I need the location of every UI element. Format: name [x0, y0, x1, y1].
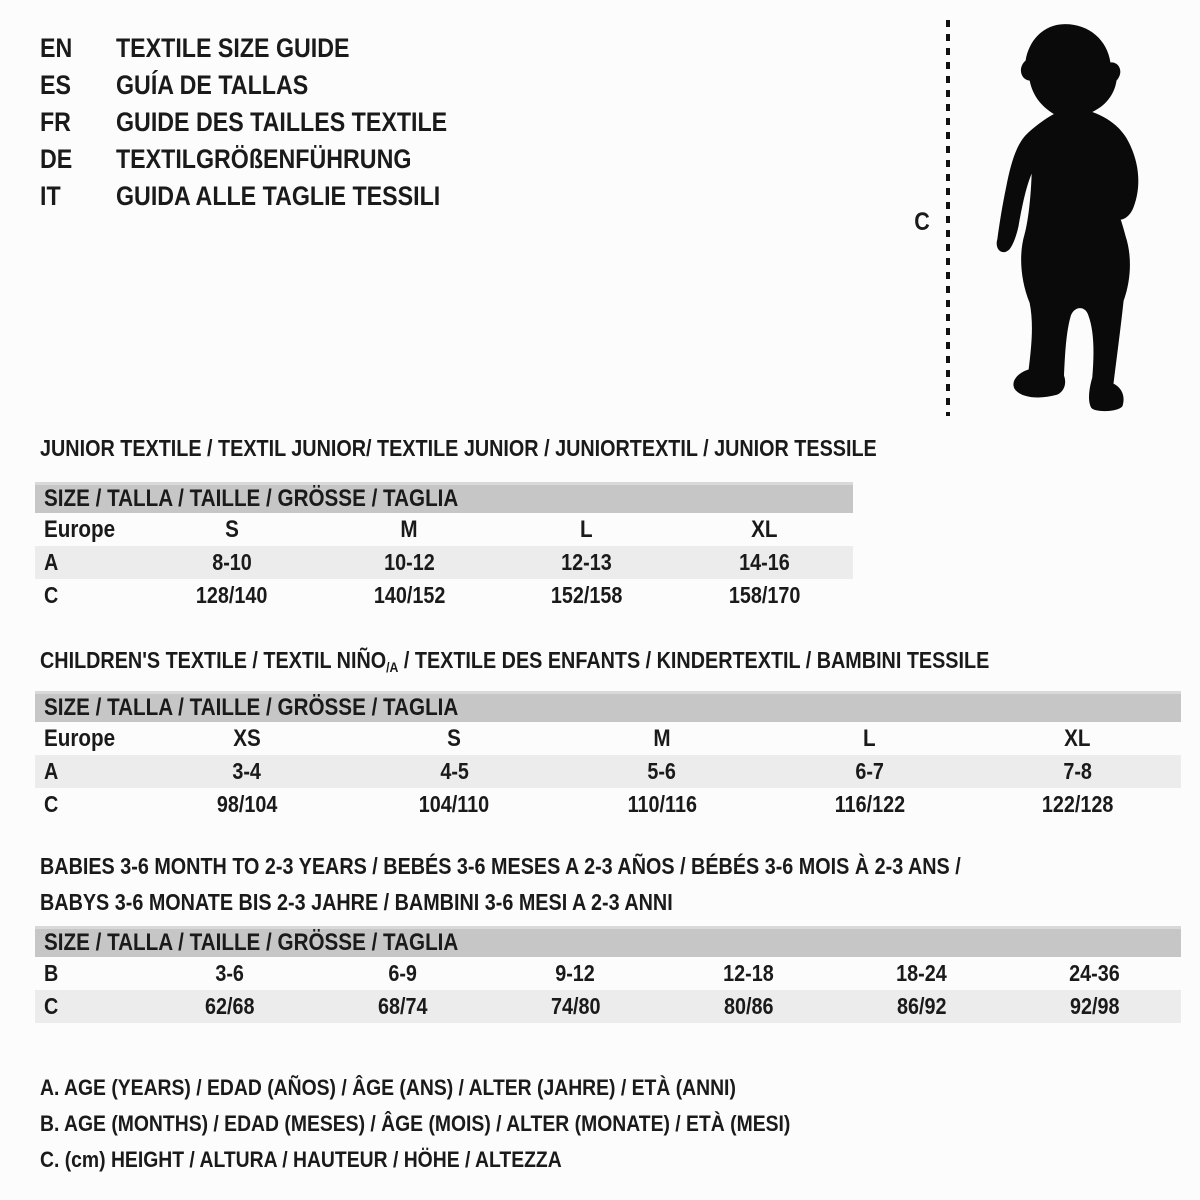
row-label: B — [44, 960, 59, 986]
language-code: FR — [40, 107, 71, 137]
table-cell: 5-6 — [647, 758, 677, 784]
footnote-b: B. AGE (MONTHS) / EDAD (MESES) / ÂGE (MOIS) / ALTER (MONATE) / ETÀ (MESI) — [40, 1111, 791, 1136]
language-code: IT — [40, 181, 61, 211]
table-row-c — [35, 990, 1181, 1023]
table-row-europe — [35, 513, 853, 546]
language-row-es — [40, 67, 501, 104]
table-cell: XL — [751, 515, 778, 543]
language-list — [40, 30, 501, 215]
table-cell: 152/158 — [550, 582, 623, 608]
table-cell: S — [224, 515, 239, 543]
table-cell: M — [400, 515, 418, 543]
table-cell: 62/68 — [204, 993, 255, 1019]
size-table-babies — [35, 926, 1181, 1023]
section-title-babies-line1: BABIES 3-6 MONTH TO 2-3 YEARS / BEBÉS 3-6 MESES A 2-3 AÑOS / BÉBÉS 3-6 MOIS À 2-3 ANS / — [40, 853, 961, 879]
table-row-b — [35, 957, 1181, 990]
table-cell: 3-4 — [232, 758, 262, 784]
measure-label-c: C — [914, 208, 930, 236]
table-cell: 6-9 — [388, 960, 417, 986]
table-cell: 80/86 — [723, 993, 774, 1019]
table-cell: L — [580, 515, 594, 543]
table-cell: 9-12 — [555, 960, 596, 986]
table-cell: 7-8 — [1062, 758, 1092, 784]
table-cell: 92/98 — [1069, 993, 1120, 1019]
table-cell: 4-5 — [440, 758, 469, 784]
table-row-c — [35, 579, 853, 612]
table-cell: 24-36 — [1069, 960, 1120, 986]
section-title-junior: JUNIOR TEXTILE / TEXTIL JUNIOR/ TEXTILE JUNIOR / JUNIORTEXTIL / JUNIOR TESSILE — [40, 435, 877, 461]
table-cell: 14-16 — [738, 549, 790, 575]
table-cell: 18-24 — [896, 960, 947, 986]
language-label: GUIDA ALLE TAGLIE TESSILI — [116, 181, 441, 211]
table-cell: 10-12 — [383, 549, 435, 575]
table-cell: M — [653, 724, 671, 752]
language-row-en — [40, 30, 501, 67]
table-cell: 110/116 — [627, 791, 697, 817]
row-label: Europe — [44, 724, 116, 752]
table-cell: 6-7 — [855, 758, 884, 784]
language-label: TEXTILE SIZE GUIDE — [116, 33, 350, 63]
section-title-babies-line2: BABYS 3-6 MONATE BIS 2-3 JAHRE / BAMBINI 3-6 MESI A 2-3 ANNI — [40, 889, 673, 915]
table-cell: 74/80 — [550, 993, 601, 1019]
language-code: ES — [40, 70, 71, 100]
size-table-children — [35, 691, 1181, 821]
footnote-c: C. (cm) HEIGHT / ALTURA / HAUTEUR / HÖHE / ALTEZZA — [40, 1147, 562, 1172]
language-code: EN — [40, 33, 73, 63]
table-cell: 140/152 — [373, 582, 445, 608]
nino-a-suffix: /A — [386, 659, 399, 676]
table-cell: L — [863, 724, 876, 752]
table-cell: 68/74 — [377, 993, 428, 1019]
language-code: DE — [40, 144, 73, 174]
row-label: A — [44, 549, 59, 575]
table-cell: 158/170 — [728, 582, 800, 608]
row-label: C — [44, 993, 59, 1019]
table-header: SIZE / TALLA / TAILLE / GRÖSSE / TAGLIA — [35, 482, 853, 513]
footnotes — [40, 1070, 912, 1178]
table-cell: XS — [233, 724, 261, 752]
table-header: SIZE / TALLA / TAILLE / GRÖSSE / TAGLIA — [35, 691, 1181, 722]
table-cell: 86/92 — [896, 993, 947, 1019]
language-label: GUÍA DE TALLAS — [116, 70, 309, 100]
table-cell: XL — [1064, 724, 1091, 752]
table-cell: 116/122 — [834, 791, 905, 817]
table-row-c — [35, 788, 1181, 821]
language-label: GUIDE DES TAILLES TEXTILE — [116, 107, 448, 137]
table-cell: 128/140 — [195, 582, 268, 608]
row-label: C — [44, 582, 59, 608]
height-measure-line — [944, 18, 952, 418]
table-row-europe — [35, 722, 1181, 755]
table-cell: 104/110 — [419, 791, 490, 817]
table-cell: 12-18 — [723, 960, 774, 986]
table-cell: 3-6 — [215, 960, 244, 986]
table-header: SIZE / TALLA / TAILLE / GRÖSSE / TAGLIA — [35, 926, 1181, 957]
row-label: Europe — [44, 515, 116, 543]
language-row-fr — [40, 104, 501, 141]
footnote-a: A. AGE (YEARS) / EDAD (AÑOS) / ÂGE (ANS) / ALTER (JAHRE) / ETÀ (ANNI) — [40, 1075, 736, 1100]
child-silhouette-icon — [972, 14, 1158, 418]
table-cell: S — [447, 724, 462, 752]
table-cell: 12-13 — [561, 549, 613, 575]
table-row-a — [35, 546, 853, 579]
table-cell: 122/128 — [1041, 791, 1113, 817]
table-cell: 8-10 — [211, 549, 252, 575]
table-row-a — [35, 755, 1181, 788]
table-cell: 98/104 — [216, 791, 278, 817]
row-label: C — [44, 791, 59, 817]
language-row-de — [40, 141, 501, 178]
section-title-children: CHILDREN'S TEXTILE / TEXTIL NIÑO/A / TEXTILE DES ENFANTS / KINDERTEXTIL / BAMBINI TESSILE — [40, 647, 990, 676]
language-row-it — [40, 178, 501, 215]
row-label: A — [44, 758, 59, 784]
size-table-junior — [35, 482, 853, 612]
language-label: TEXTILGRÖßENFÜHRUNG — [116, 144, 412, 174]
